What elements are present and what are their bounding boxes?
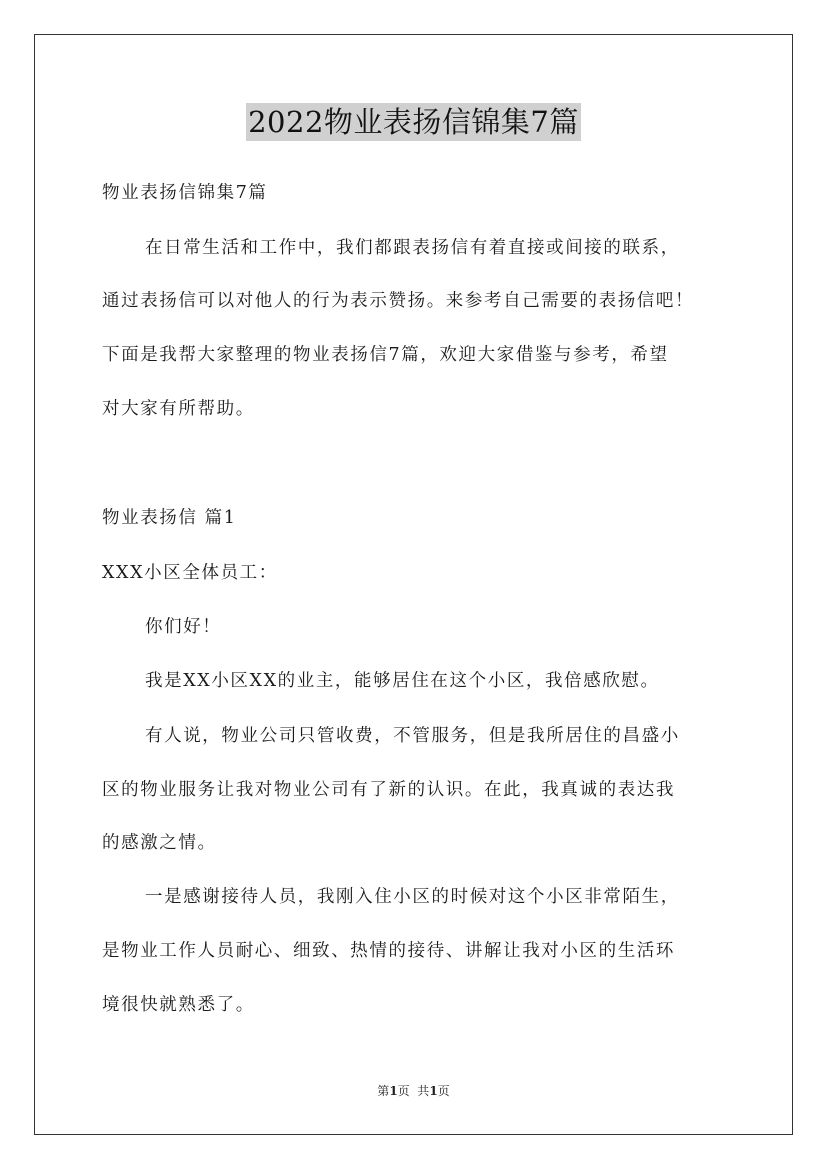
footer-prefix: 第 [377, 1084, 390, 1098]
intro-line-1: 在日常生活和工作中，我们都跟表扬信有着直接或间接的联系， [145, 238, 680, 258]
paragraph-1: 我是XX小区XX的业主，能够居住在这个小区，我倍感欣慰。 [145, 671, 660, 691]
paragraph-3-line-1: 一是感谢接待人员，我刚入住小区的时候对这个小区非常陌生， [145, 887, 680, 907]
paragraph-2-line-2: 区的物业服务让我对物业公司有了新的认识。在此，我真诚的表达我 [102, 780, 675, 800]
greeting: 你们好！ [145, 617, 222, 637]
paragraph-2-line-1: 有人说，物业公司只管收费，不管服务，但是我所居住的昌盛小 [145, 726, 680, 746]
document-subtitle: 物业表扬信锦集7篇 [102, 183, 268, 203]
footer-page-number: 1 [389, 1084, 398, 1098]
section-heading: 物业表扬信 篇1 [102, 508, 237, 528]
page-footer [0, 1083, 827, 1099]
footer-mid: 页 共 [397, 1084, 430, 1098]
intro-line-3: 下面是我帮大家整理的物业表扬信7篇，欢迎大家借鉴与参考，希望 [102, 345, 669, 365]
title-wrap [0, 103, 827, 141]
paragraph-2-line-3: 的感激之情。 [102, 833, 217, 853]
intro-line-2: 通过表扬信可以对他人的行为表示赞扬。来参考自己需要的表扬信吧！ [102, 291, 695, 311]
intro-line-4: 对大家有所帮助。 [102, 399, 255, 419]
paragraph-3-line-3: 境很快就熟悉了。 [102, 995, 255, 1015]
document-title: 2022物业表扬信锦集7篇 [248, 105, 579, 139]
paragraph-3-line-2: 是物业工作人员耐心、细致、热情的接待、讲解让我对小区的生活环 [102, 941, 675, 961]
footer-suffix: 页 [437, 1084, 450, 1098]
salutation: XXX小区全体员工： [102, 563, 278, 583]
footer-page-total: 1 [429, 1084, 438, 1098]
